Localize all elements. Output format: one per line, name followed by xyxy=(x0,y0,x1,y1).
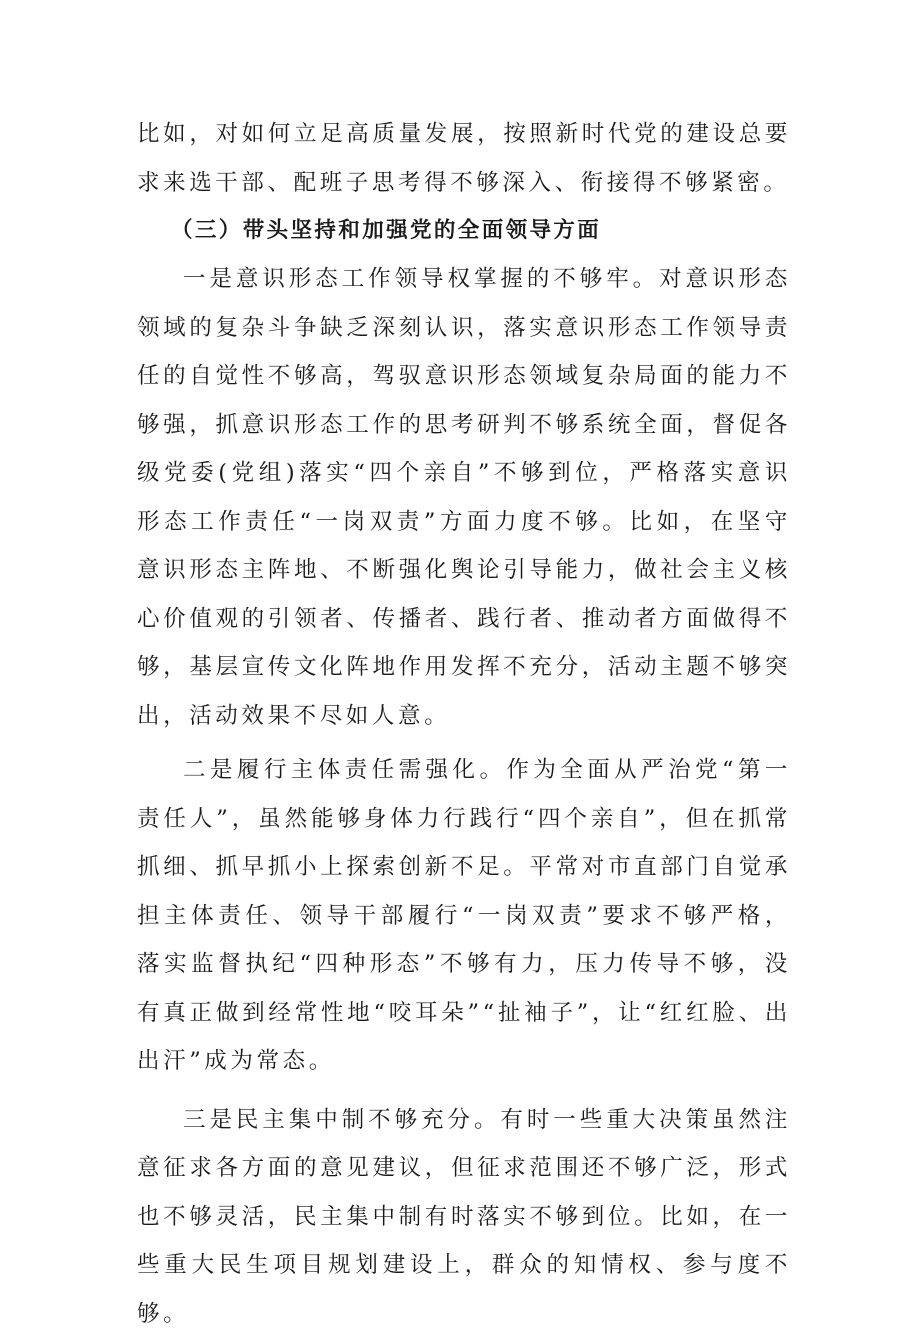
paragraph-continued: 比如，对如何立足高质量发展，按照新时代党的建设总要求来选干部、配班子思考得不够深入、衔接得不够紧密。 xyxy=(137,110,791,207)
paragraph-democratic-centralism: 三是民主集中制不够充分。有时一些重大决策虽然注意征求各方面的意见建议，但征求范围还不够广泛，形式也不够灵活，民主集中制有时落实不够到位。比如，在一些重大民生项目规划建设上，群众的知情权、参与度不够。 xyxy=(137,1096,791,1338)
paragraph-spacer xyxy=(137,1086,791,1096)
document-body xyxy=(137,110,791,1338)
paragraph-ideology-leadership: 一是意识形态工作领导权掌握的不够牢。对意识形态领域的复杂斗争缺乏深刻认识，落实意识形态工作领导责任的自觉性不够高，驾驭意识形态领域复杂局面的能力不够强，抓意识形态工作的思考研判不够系统全面，督促各级党委(党组)落实“四个亲自”不够到位，严格落实意识形态工作责任“一岗双责”方面力度不够。比如，在坚守意识形态主阵地、不断强化舆论引导能力，做社会主义核心价值观的引领者、传播者、践行者、推动者方面做得不够，基层宣传文化阵地作用发挥不充分，活动主题不够突出，活动效果不尽如人意。 xyxy=(137,255,791,740)
paragraph-main-responsibility: 二是履行主体责任需强化。作为全面从严治党“第一责任人”，虽然能够身体力行践行“四个亲自”，但在抓常抓细、抓早抓小上探索创新不足。平常对市直部门自觉承担主体责任、领导干部履行“一岗双责”要求不够严格，落实监督执纪“四种形态”不够有力，压力传导不够，没有真正做到经常性地“咬耳朵”“扯袖子”，让“红红脸、出出汗”成为常态。 xyxy=(137,746,791,1086)
section-heading: （三）带头坚持和加强党的全面领导方面 xyxy=(137,207,791,255)
